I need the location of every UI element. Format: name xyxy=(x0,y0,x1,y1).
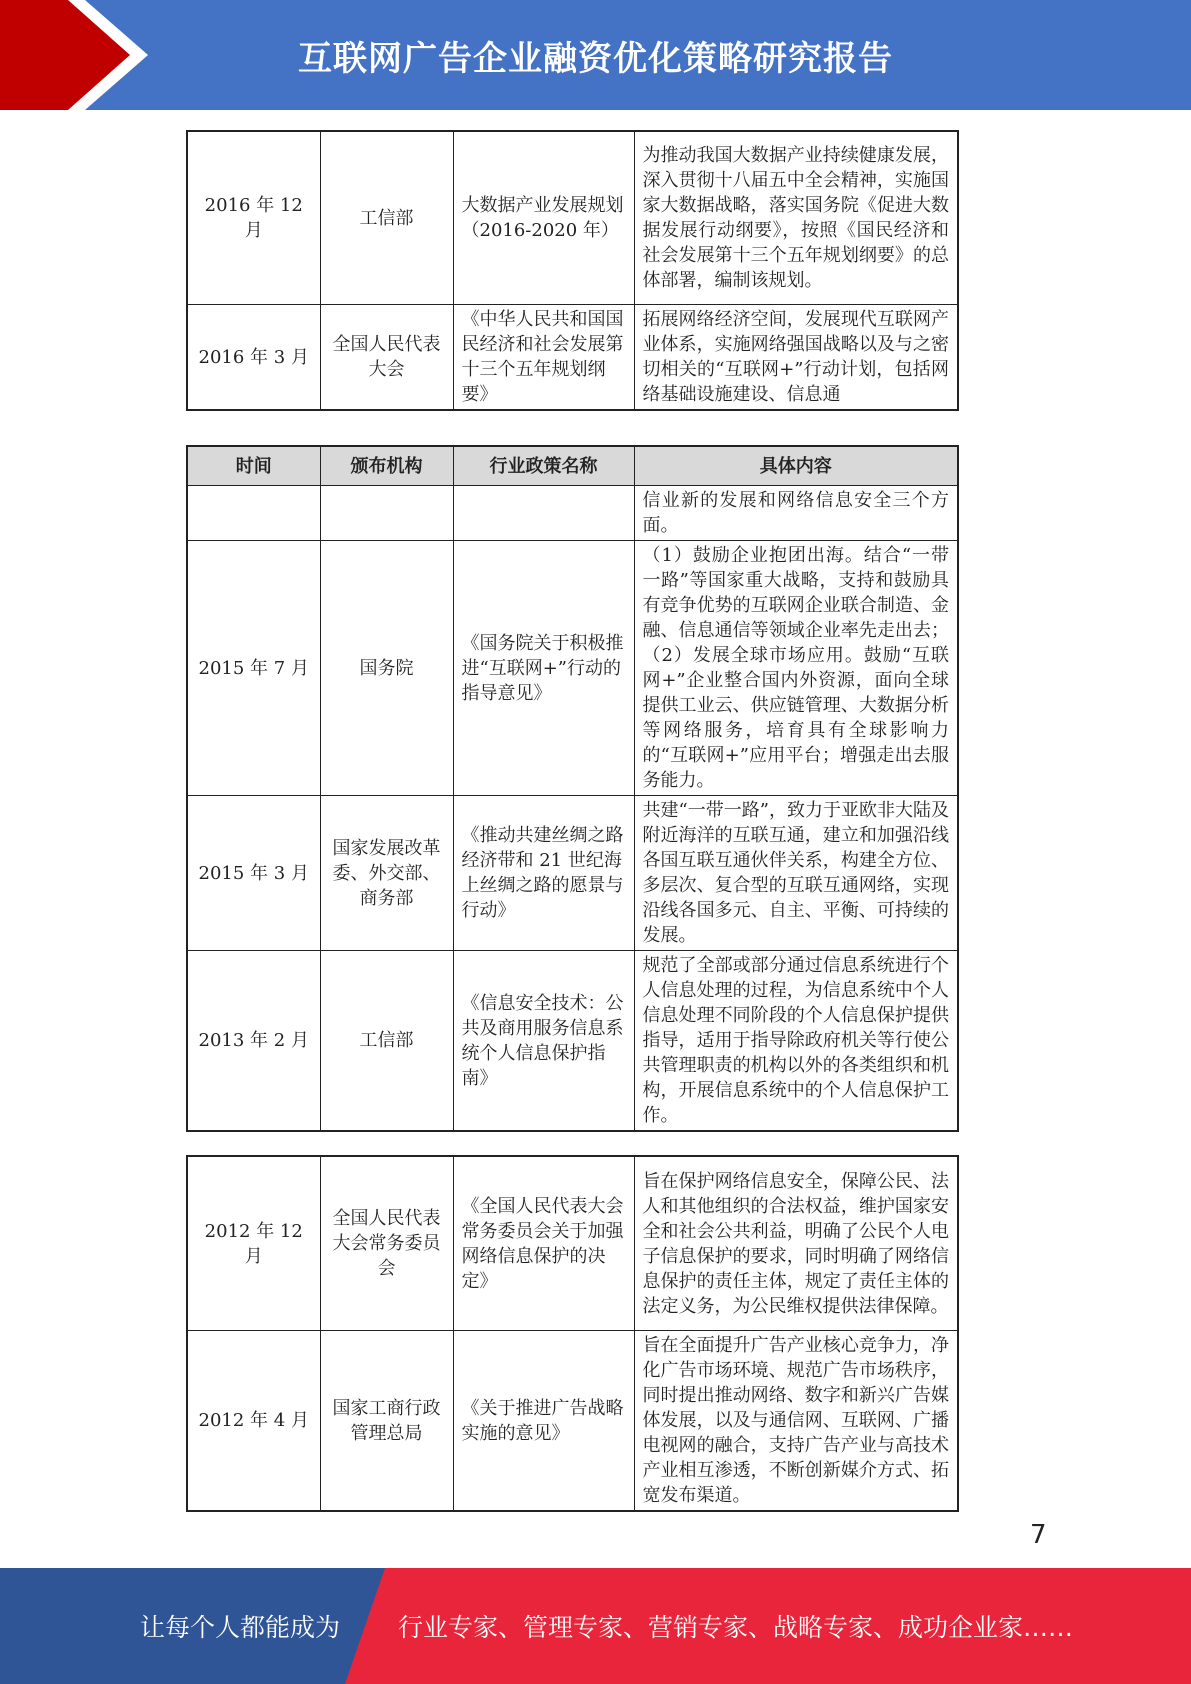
cell-date: 2012 年 12 月 xyxy=(187,1156,320,1331)
cell-date: 2016 年 3 月 xyxy=(187,305,320,411)
page-footer xyxy=(0,1568,1191,1684)
header-policy-name: 行业政策名称 xyxy=(453,446,634,486)
table-row xyxy=(187,951,958,1132)
cell-date: 2012 年 4 月 xyxy=(187,1331,320,1512)
cell-date: 2013 年 2 月 xyxy=(187,951,320,1132)
policy-table-part-3 xyxy=(186,1155,959,1512)
table-row xyxy=(187,486,958,541)
cell-content: 旨在全面提升广告产业核心竞争力，净化广告市场环境、规范广告市场秩序，同时提出推动网络、数字和新兴广告媒体发展，以及与通信网、互联网、广播电视网的融合，支持广告产业与高技术产业相互渗透，不断创新媒介方式、拓宽发布渠道。 xyxy=(634,1331,958,1512)
header-org: 颁布机构 xyxy=(320,446,453,486)
page-number: 7 xyxy=(1030,1520,1047,1550)
cell-org: 全国人民代表大会 xyxy=(320,305,453,411)
page-header xyxy=(0,0,1191,110)
cell-policy-name: 大数据产业发展规划（2016-2020 年） xyxy=(453,131,634,305)
cell-content: 为推动我国大数据产业持续健康发展，深入贯彻十八届五中全会精神，实施国家大数据战略，落实国务院《促进大数据发展行动纲要》，按照《国民经济和社会发展第十三个五年规划纲要》的总体部署，编制该规划。 xyxy=(634,131,958,305)
header-time: 时间 xyxy=(187,446,320,486)
cell-org: 全国人民代表大会常务委员会 xyxy=(320,1156,453,1331)
arrow-decoration-icon xyxy=(0,0,160,110)
table-row xyxy=(187,541,958,796)
document-title: 互联网广告企业融资优化策略研究报告 xyxy=(298,38,893,79)
cell-content: 信业新的发展和网络信息安全三个方面。 xyxy=(634,486,958,541)
cell-policy-name: 《关于推进广告战略实施的意见》 xyxy=(453,1331,634,1512)
cell-policy-name: 《推动共建丝绸之路经济带和 21 世纪海上丝绸之路的愿景与行动》 xyxy=(453,796,634,951)
cell-date xyxy=(187,486,320,541)
table-row xyxy=(187,305,958,411)
cell-date: 2015 年 7 月 xyxy=(187,541,320,796)
cell-org: 国家工商行政管理总局 xyxy=(320,1331,453,1512)
table-row xyxy=(187,131,958,305)
cell-content: 旨在保护网络信息安全，保障公民、法人和其他组织的合法权益，维护国家安全和社会公共利益，明确了公民个人电子信息保护的要求，同时明确了网络信息保护的责任主体，规定了责任主体的法定义务，为公民维权提供法律保障。 xyxy=(634,1156,958,1331)
policy-table-part-1 xyxy=(186,130,959,411)
cell-content: 规范了全部或部分通过信息系统进行个人信息处理的过程，为信息系统中个人信息处理不同阶段的个人信息保护提供指导，适用于指导除政府机关等行使公共管理职责的机构以外的各类组织和机构，开展信息系统中的个人信息保护工作。 xyxy=(634,951,958,1132)
cell-org xyxy=(320,486,453,541)
cell-org: 国家发展改革委、外交部、商务部 xyxy=(320,796,453,951)
cell-policy-name: 《国务院关于积极推进“互联网+”行动的指导意见》 xyxy=(453,541,634,796)
cell-org: 国务院 xyxy=(320,541,453,796)
cell-org: 工信部 xyxy=(320,951,453,1132)
cell-policy-name: 《中华人民共和国国民经济和社会发展第十三个五年规划纲要》 xyxy=(453,305,634,411)
cell-content: （1）鼓励企业抱团出海。结合“一带一路”等国家重大战略，支持和鼓励具有竞争优势的互联网企业联合制造、金融、信息通信等领域企业率先走出去；（2）发展全球市场应用。鼓励“互联网+”企业整合国内外资源，面向全球提供工业云、供应链管理、大数据分析等网络服务，培育具有全球影响力的“互联网+”应用平台；增强走出去服务能力。 xyxy=(634,541,958,796)
table-header-row xyxy=(187,446,958,486)
policy-table-part-2 xyxy=(186,445,959,1132)
header-content: 具体内容 xyxy=(634,446,958,486)
cell-policy-name: 《信息安全技术：公共及商用服务信息系统个人信息保护指南》 xyxy=(453,951,634,1132)
table-row xyxy=(187,1331,958,1512)
table-row xyxy=(187,796,958,951)
table-row xyxy=(187,1156,958,1331)
cell-content: 拓展网络经济空间，发展现代互联网产业体系，实施网络强国战略以及与之密切相关的“互联网+”行动计划，包括网络基础设施建设、信息通 xyxy=(634,305,958,411)
footer-slogan-right: 行业专家、管理专家、营销专家、战略专家、成功企业家…… xyxy=(398,1613,1074,1642)
cell-content: 共建“一带一路”，致力于亚欧非大陆及附近海洋的互联互通，建立和加强沿线各国互联互通伙伴关系，构建全方位、多层次、复合型的互联互通网络，实现沿线各国多元、自主、平衡、可持续的发展。 xyxy=(634,796,958,951)
cell-org: 工信部 xyxy=(320,131,453,305)
cell-policy-name: 《全国人民代表大会常务委员会关于加强网络信息保护的决定》 xyxy=(453,1156,634,1331)
cell-date: 2016 年 12 月 xyxy=(187,131,320,305)
cell-policy-name xyxy=(453,486,634,541)
cell-date: 2015 年 3 月 xyxy=(187,796,320,951)
footer-slogan-left: 让每个人都能成为 xyxy=(140,1613,341,1642)
